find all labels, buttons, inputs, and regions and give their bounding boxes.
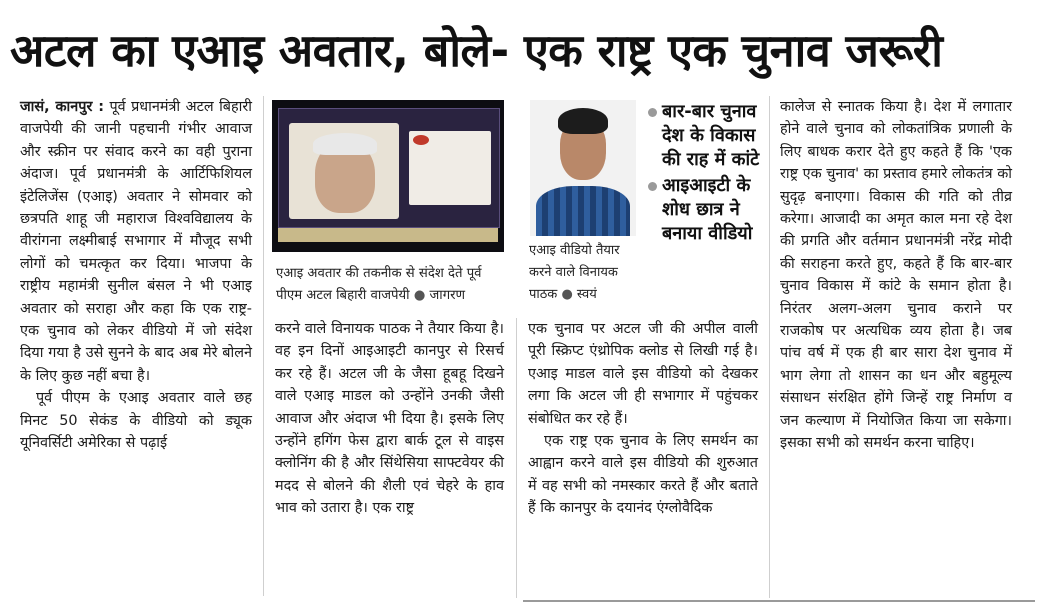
- photo-2-caption: [529, 240, 639, 306]
- credit-dot-icon: ●: [413, 288, 430, 303]
- highlight-text: बार-बार चुनाव देश के विकास की राह में कांटे: [662, 101, 760, 170]
- screen-caption-strip: [278, 228, 498, 242]
- column-2: [275, 318, 504, 520]
- bullet-dot-icon: [648, 182, 657, 191]
- screen-portrait: [289, 123, 399, 219]
- credit-dot-icon: ●: [561, 287, 577, 302]
- column-1-para-2: पूर्व पीएम के एआइ अवतार वाले छह मिनट 50 सेकंड के वीडियो को ड्यूक यूनिवर्सिटी अमेरिका से पढ़ाई: [20, 390, 252, 452]
- photo-2-caption-text: एआइ वीडियो तैयार करने वाले विनायक पाठक: [529, 243, 620, 302]
- portrait-hair: [313, 133, 377, 155]
- column-1: [20, 96, 252, 455]
- column-divider: [769, 96, 770, 598]
- photo-ai-avatar: [272, 100, 504, 252]
- highlight-item: [648, 174, 760, 246]
- highlights-box: [648, 100, 760, 248]
- bullet-dot-icon: [648, 108, 657, 117]
- column-1-para-1: [20, 96, 252, 387]
- column-divider: [516, 318, 517, 598]
- photo-1-caption-text: एआइ अवतार की तकनीक से संदेश देते पूर्व पीएम अटल बिहारी वाजपेयी: [276, 266, 482, 303]
- screen-slide: [409, 131, 491, 205]
- bottom-rule: [523, 600, 1035, 602]
- column-divider: [263, 96, 264, 596]
- column-4: [780, 96, 1012, 455]
- column-3-para-2: एक राष्ट्र एक चुनाव के लिए समर्थन का आह्वान करने वाले इस वीडियो की शुरुआत में वह सभी को नमस्कार करते हैं और बताते हैं कि कानपुर के दयानंद एंग्लोवैदिक: [528, 433, 758, 517]
- photo-1-caption: [276, 263, 506, 307]
- portrait-hair: [558, 108, 608, 134]
- column-1-para-1-text: पूर्व प्रधानमंत्री अटल बिहारी वाजपेयी की जानी पहचानी गंभीर आवाज और स्क्रीन पर संवाद करने का वही पुराना अंदाज। पूर्व प्रधानमंत्री के आर्टिफिशियल इंटेलिजेंस (एआइ) अवतार ने सोमवार को छत्रपति शाहू जी महाराज विश्वविद्यालय के वीरांगना लक्ष्मीबाई सभागार में मौजूद सभी लोगों को चमत्कृत कर दिया। भाजपा के राष्ट्रीय महामंत्री सुनील बंसल ने भी एआइ अवतार को सराहा और कहा कि एक राष्ट्र-एक चुनाव को लेकर वीडियो में जो संदेश दिया गया है उसे सुनने के बाद अब मेरे बोलने के लिए कुछ नहीं बचा है।: [20, 99, 253, 384]
- column-4-text: कालेज से स्नातक किया है। देश में लगातार होने वाले चुनाव को लोकतांत्रिक प्रणाली के लिए बाधक करार देते हुए कहते हैं कि 'एक राष्ट्र एक चुनाव' का प्रस्ताव हमारे लोकतंत्र को सुदृढ़ बनाएगा। विकास की गति को तीव्र करेगा। आजादी का अमृत काल मना रहे देश की प्रगति और वर्तमान प्रधानमंत्री नरेंद्र मोदी की सराहना करते हुए, कहते हैं कि बार-बार चुनाव विकास में कांटे के समान होता है। निरंतर अलग-अलग चुनाव कराने पर राजकोष पर अत्यधिक व्यय होता है। जब पांच वर्ष में एक ही बार सारा देश चुनाव में भाग लेगा तो शासन का धन और बहुमूल्य संसाधन संरक्षित होंगे जिन्हें राष्ट्र निर्माण व जन कल्याण में नियोजित किया जा सकेगा। इसका सभी को समर्थन करना चाहिए।: [780, 99, 1012, 452]
- column-3-para-1: एक चुनाव पर अटल जी की अपील वाली पूरी स्क्रिप्ट एंथ्रोपिक क्लोड से लिखी गई है। एआइ माडल वाले इस वीडियो को देखकर लगा कि अटल जी ही सभागार में पहुंचकर संबोधित कर रहे हैं।: [528, 321, 758, 427]
- slide-logo-icon: [413, 135, 429, 145]
- photo-2-credit: स्वयं: [576, 287, 597, 302]
- photo-1-credit: जागरण: [429, 288, 466, 303]
- photo-vinayak-pathak: [530, 100, 636, 236]
- highlight-item: [648, 100, 760, 172]
- column-3: [528, 318, 758, 520]
- dateline: जासं, कानपुर :: [20, 99, 104, 115]
- headline: अटल का एआइ अवतार, बोले- एक राष्ट्र एक चुनाव जरूरी: [10, 24, 943, 77]
- highlight-text: आइआइटी के शोध छात्र ने बनाया वीडियो: [662, 175, 753, 244]
- column-2-text: करने वाले विनायक पाठक ने तैयार किया है। वह इन दिनों आइआइटी कानपुर से रिसर्च कर रहे हैं। अटल जी के जैसा हूबहू दिखने वाले एआइ माडल को उन्होंने उनकी जैसी आवाज और अंदाज भी दिया है। इसके लिए उन्होंने हगिंग फेस द्वारा बार्क टूल से वाइस क्लोनिंग की है और सिंथेसिया साफ्टवेयर की मदद से बोलने की शैली एवं चेहरे के हाव भाव को उतारा है। एक राष्ट्र: [275, 321, 504, 517]
- portrait-shirt: [536, 186, 630, 236]
- projection-screen: [278, 108, 500, 228]
